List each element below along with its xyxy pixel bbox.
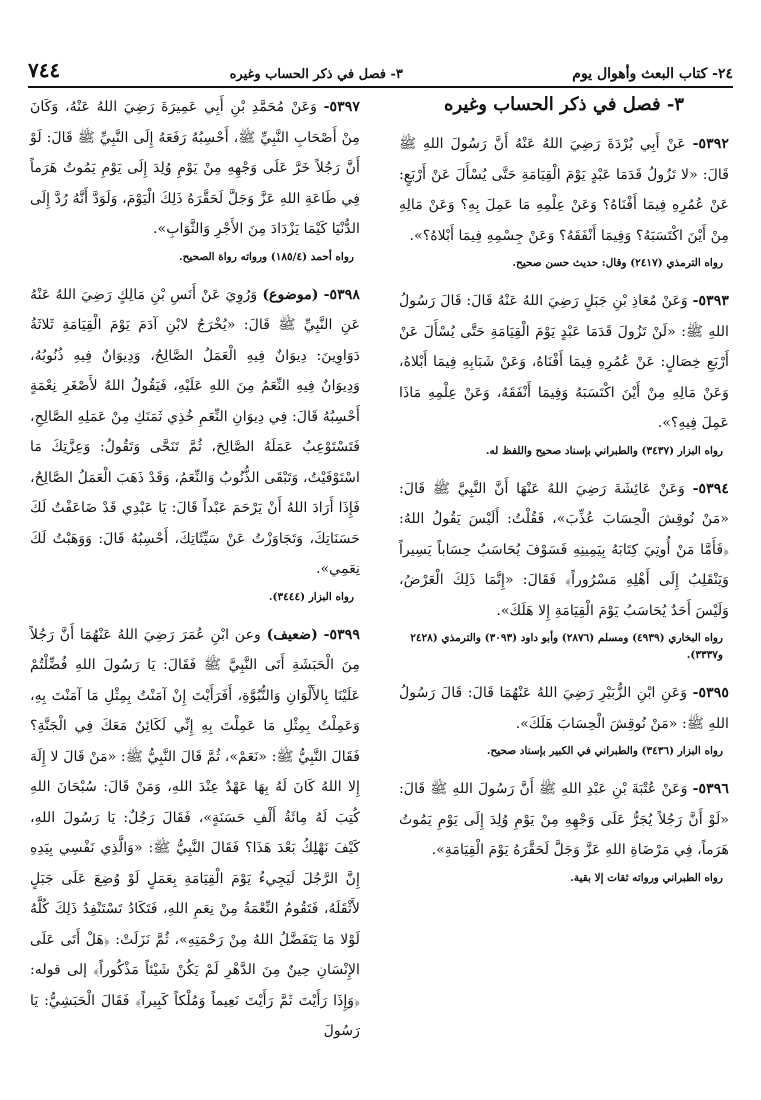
hadith-body: وَعَنْ عَائِشَةَ رَضِيَ اللهُ عَنْهَا أَنَّ النَّبِيَّ ﷺ قَالَ: «مَنْ نُوقِشَ الْحِسَابَ عُذِّبَ»، فَقُلْتُ: أَلَيْسَ يَقُولُ اللهُ: ﴿فَأَمَّا مَنْ أُوتِيَ كِتَابَهُ بِيَمِينِهِ فَسَوْفَ يُحَاسَبُ حِسَاباً يَسِيراً وَيَنْقَلِبُ إِلَى أَهْلِهِ مَسْرُوراً﴾ فَقَالَ: «إِنَّمَا ذَلِكَ الْعَرْضُ، وَلَيْسَ أَحَدٌ يُحَاسَبُ يَوْمَ الْقِيَامَةِ إِلا هَلَكَ». xyxy=(399,480,729,619)
hadith-entry xyxy=(30,92,360,266)
hadith-source: رواه البزار (٣٤٣٦) والطبراني في الكبير بإسناد صحيح. xyxy=(486,745,723,757)
hadith-source: رواه الطبراني ورواته ثقات إلا بقية. xyxy=(570,871,723,884)
hadith-entry xyxy=(399,678,729,760)
hadith-grade: (ضعيف) xyxy=(266,626,318,643)
page-number: ٧٤٤ xyxy=(28,58,61,82)
hadith-source: رواه أحمد (١٨٥/٤) ورواته رواة الصحيح. xyxy=(178,250,354,263)
right-column xyxy=(399,92,729,901)
hadith-entry xyxy=(399,129,729,272)
hadith-body: وَعَنْ مُعَاذِ بْنِ جَبَلٍ رَضِيَ اللهُ عَنْهُ قَالَ: قَالَ رَسُولُ اللهِ ﷺ: «لَنْ تَزُولَ قَدَمَا عَبْدٍ يَوْمَ الْقِيَامَةِ حَتَّى يُسْأَلَ عَنْ أَرْبَعِ خِصَالٍ: عَنْ عُمُرِهِ فِيمَا أَفْنَاهُ، وَعَنْ شَبَابِهِ فِيمَا أَبْلاهُ، وَعَنْ مَالِهِ مِنْ أَيْنَ اكْتَسَبَهُ وَفِيمَا أَنْفَقَهُ، وَعَنْ عِلْمِهِ مَاذَا عَمِلَ فِيهِ؟». xyxy=(399,293,729,431)
hadith-number: ٥٣٩٧- xyxy=(323,99,360,115)
left-column xyxy=(30,92,360,1061)
hadith-source: رواه البزار (٣٤٣٧) والطبراني بإسناد صحيح واللفظ له. xyxy=(485,444,723,457)
hadith-text xyxy=(399,286,729,439)
hadith-source: رواه الترمذي (٢٤١٧) وقال: حديث حسن صحيح. xyxy=(512,257,723,269)
hadith-entry xyxy=(399,474,729,665)
hadith-text xyxy=(30,280,360,585)
hadith-text xyxy=(399,678,729,739)
hadith-number: ٥٣٩٥- xyxy=(692,685,729,701)
hadith-entry xyxy=(399,774,729,887)
hadith-grade: (موضوع) xyxy=(262,286,319,303)
hadith-text xyxy=(399,129,729,251)
hadith-body: وَعَنِ ابْنِ الزُّبَيْرِ رَضِيَ اللهُ عَنْهُمَا قَالَ: قَالَ رَسُولُ اللهِ ﷺ: «مَنْ نُوقِشَ الْحِسَابَ هَلَكَ». xyxy=(399,685,729,732)
hadith-body: وَرُوِيَ عَنْ أَنَسِ بْنِ مَالِكٍ رَضِيَ اللهُ عَنْهُ عَنِ النَّبِيِّ ﷺ قَالَ: «يُخْرَجُ لابْنِ آدَمَ يَوْمَ الْقِيَامَةِ ثَلاثَةُ دَوَاوِينَ: دِيوَانٌ فِيهِ الْعَمَلُ الصَّالِحُ، وَدِيوَانٌ فِيهِ ذُنُوبُهُ، وَدِيوَانٌ فِيهِ النِّعَمُ مِنَ اللهِ عَلَيْهِ، فَيَقُولُ اللهُ لأَصْغَرِ نِعْمَةٍ أَحْسِبُهُ قَالَ: فِي دِيوَانِ النِّعَمِ خُذِي ثَمَنَكِ مِنْ عَمَلِهِ الصَّالِحِ، فَتَسْتَوْعِبُ عَمَلَهُ الصَّالِحَ، ثُمَّ تَنَحَّى وَتَقُولُ: وَعِزَّتِكَ مَا اسْتَوْفَيْتُ، وَتَبْقَى الذُّنُوبُ وَالنِّعَمُ، وَقَدْ ذَهَبَ الْعَمَلُ الصَّالِحُ، فَإِذَا أَرَادَ اللهُ أَنْ يَرْحَمَ عَبْداً قَالَ: يَا عَبْدِي قَدْ ضَاعَفْتُ لَكَ حَسَنَاتِكَ، وَتَجَاوَزْتُ عَنْ سَيِّئَاتِكَ، أَحْسِبُهُ قَالَ: وَوَهَبْتُ لَكَ نِعَمِي». xyxy=(30,286,360,577)
hadith-entry xyxy=(30,280,360,606)
section-running-title: ٣- فصل في ذكر الحساب وغيره xyxy=(229,67,403,82)
hadith-entry xyxy=(399,286,729,460)
hadith-number: ٥٣٩٣- xyxy=(692,293,729,309)
hadith-body: وعن ابْنِ عُمَرَ رَضِيَ اللهُ عَنْهُمَا أَنَّ رَجُلاً مِنَ الْحَبَشَةِ أَتَى النَّبِيَّ ﷺ فَقَالَ: يَا رَسُولَ اللهِ فُضِّلْتُمْ عَلَيْنَا بِالأَلْوَانِ وَالنُّبُوَّةِ، أَفَرَأَيْتَ إِنْ آمَنْتُ بِمِثْلِ مَا آمَنْتَ بِهِ، وَعَمِلْتُ بِمِثْلِ مَا عَمِلْتَ بِهِ إِنِّي لَكَائِنٌ مَعَكَ فِي الْجَنَّةِ؟ فَقَالَ النَّبِيُّ ﷺ: «نَعَمْ»، ثُمَّ قَالَ النَّبِيُّ ﷺ: «مَنْ قَالَ لا إِلَهَ إِلا اللهُ كَانَ لَهُ بِهَا عَهْدٌ عِنْدَ اللهِ، وَمَنْ قَالَ: سُبْحَانَ اللهِ كُتِبَ لَهُ مِائَةُ أَلْفِ حَسَنَةٍ»، فَقَالَ رَجُلٌ: يَا رَسُولَ اللهِ، كَيْفَ نَهْلِكُ بَعْدَ هَذَا؟ فَقَالَ النَّبِيُّ ﷺ: «وَالَّذِي نَفْسِي بِيَدِهِ إِنَّ الرَّجُلَ لَيَجِيءُ يَوْمَ الْقِيَامَةِ بِعَمَلٍ لَوْ وُضِعَ عَلَى جَبَلٍ لأَثْقَلَهُ، فَتَقُومُ النِّعْمَةُ مِنْ نِعَمِ اللهِ، فَتَكَادُ تَسْتَنْفِدُ ذَلِكَ كُلَّهُ لَوْلا مَا يَتَفَضَّلُ اللهُ مِنْ رَحْمَتِهِ»، ثُمَّ نَزَلَتْ: ﴿هَلْ أَتَى عَلَى الإِنْسَانِ حِينٌ مِنَ الدَّهْرِ لَمْ يَكُنْ شَيْئاً مَذْكُوراً﴾ إلى قوله: ﴿وَإِذَا رَأَيْتَ ثَمَّ رَأَيْتَ نَعِيماً وَمُلْكاً كَبِيراً﴾ فَقَالَ الْحَبَشِيُّ: يَا رَسُولَ xyxy=(30,626,360,1039)
hadith-number: ٥٣٩٦- xyxy=(692,781,729,797)
hadith-number: ٥٣٩٩- xyxy=(323,626,360,643)
hadith-text xyxy=(30,620,360,1047)
hadith-number: ٥٣٩٨- xyxy=(323,286,360,303)
hadith-text xyxy=(30,92,360,245)
running-header xyxy=(28,52,733,88)
hadith-source: رواه البخاري (٤٩٣٩) ومسلم (٢٨٧٦) وأبو داود (٣٠٩٣) والترمذي (٢٤٢٨ و٣٣٣٧). xyxy=(410,632,723,661)
hadith-source: رواه البزار (٣٤٤٤). xyxy=(268,590,354,603)
section-heading: ٣- فصل في ذكر الحساب وغيره xyxy=(444,94,684,115)
hadith-text xyxy=(399,774,729,866)
hadith-number: ٥٣٩٢- xyxy=(692,136,729,152)
hadith-number: ٥٣٩٤- xyxy=(692,480,729,497)
hadith-body: وَعَنْ مُحَمَّدِ بْنِ أَبِي عَمِيرَةَ رَضِيَ اللهُ عَنْهُ، وَكَانَ مِنْ أَصْحَابِ النَّبِيِّ ﷺ، أَحْسِبُهُ رَفَعَهُ إِلَى النَّبِيِّ ﷺ قَالَ: لَوْ أَنَّ رَجُلاً خَرَّ عَلَى وَجْهِهِ مِنْ يَوْمِ وُلِدَ إِلَى يَوْمِ يَمُوتُ هَرَماً فِي طَاعَةِ اللهِ عَزَّ وَجَلَّ لَحَقَّرَهُ ذَلِكَ الْيَوْمَ، وَلَوَدَّ أَنَّهُ رُدَّ إِلَى الدُّنْيَا كَيْمَا يَزْدَادَ مِنَ الأَجْرِ وَالثَّوَابِ». xyxy=(30,99,360,237)
hadith-entry xyxy=(30,620,360,1047)
hadith-body: عَنْ أَبِي بُرْدَةَ رَضِيَ اللهُ عَنْهُ أَنَّ رَسُولَ اللهِ ﷺ قَالَ: «لا تَزُولُ قَدَمَا عَبْدٍ يَوْمَ الْقِيَامَةِ حَتَّى يُسْأَلَ عَنْ أَرْبَعٍ: عَنْ عُمُرِهِ فِيمَا أَفْنَاهُ؟ وَعَنْ عِلْمِهِ مَا عَمِلَ بِهِ؟ وَعَنْ مَالِهِ مِنْ أَيْنَ اكْتَسَبَهُ؟ وَفِيمَا أَنْفَقَهُ؟ وَعَنْ جِسْمِهِ فِيمَا أَبْلاهُ؟». xyxy=(399,136,729,244)
chapter-title: ٢٤- كتاب البعث وأهوال يوم xyxy=(572,66,733,82)
hadith-body: وَعَنْ عُتْبَةَ بْنِ عَبْدِ اللهِ ﷺ أَنَّ رَسُولَ اللهِ ﷺ قَالَ: «لَوْ أَنَّ رَجُلاً يُجَرُّ عَلَى وَجْهِهِ مِنْ يَوْمِ وُلِدَ إِلَى يَوْمِ يَمُوتُ هَرَماً، فِي مَرْضَاةِ اللهِ عَزَّ وَجَلَّ لَحَقَّرَهُ يَوْمَ الْقِيَامَةِ». xyxy=(399,781,729,858)
hadith-text xyxy=(399,474,729,627)
